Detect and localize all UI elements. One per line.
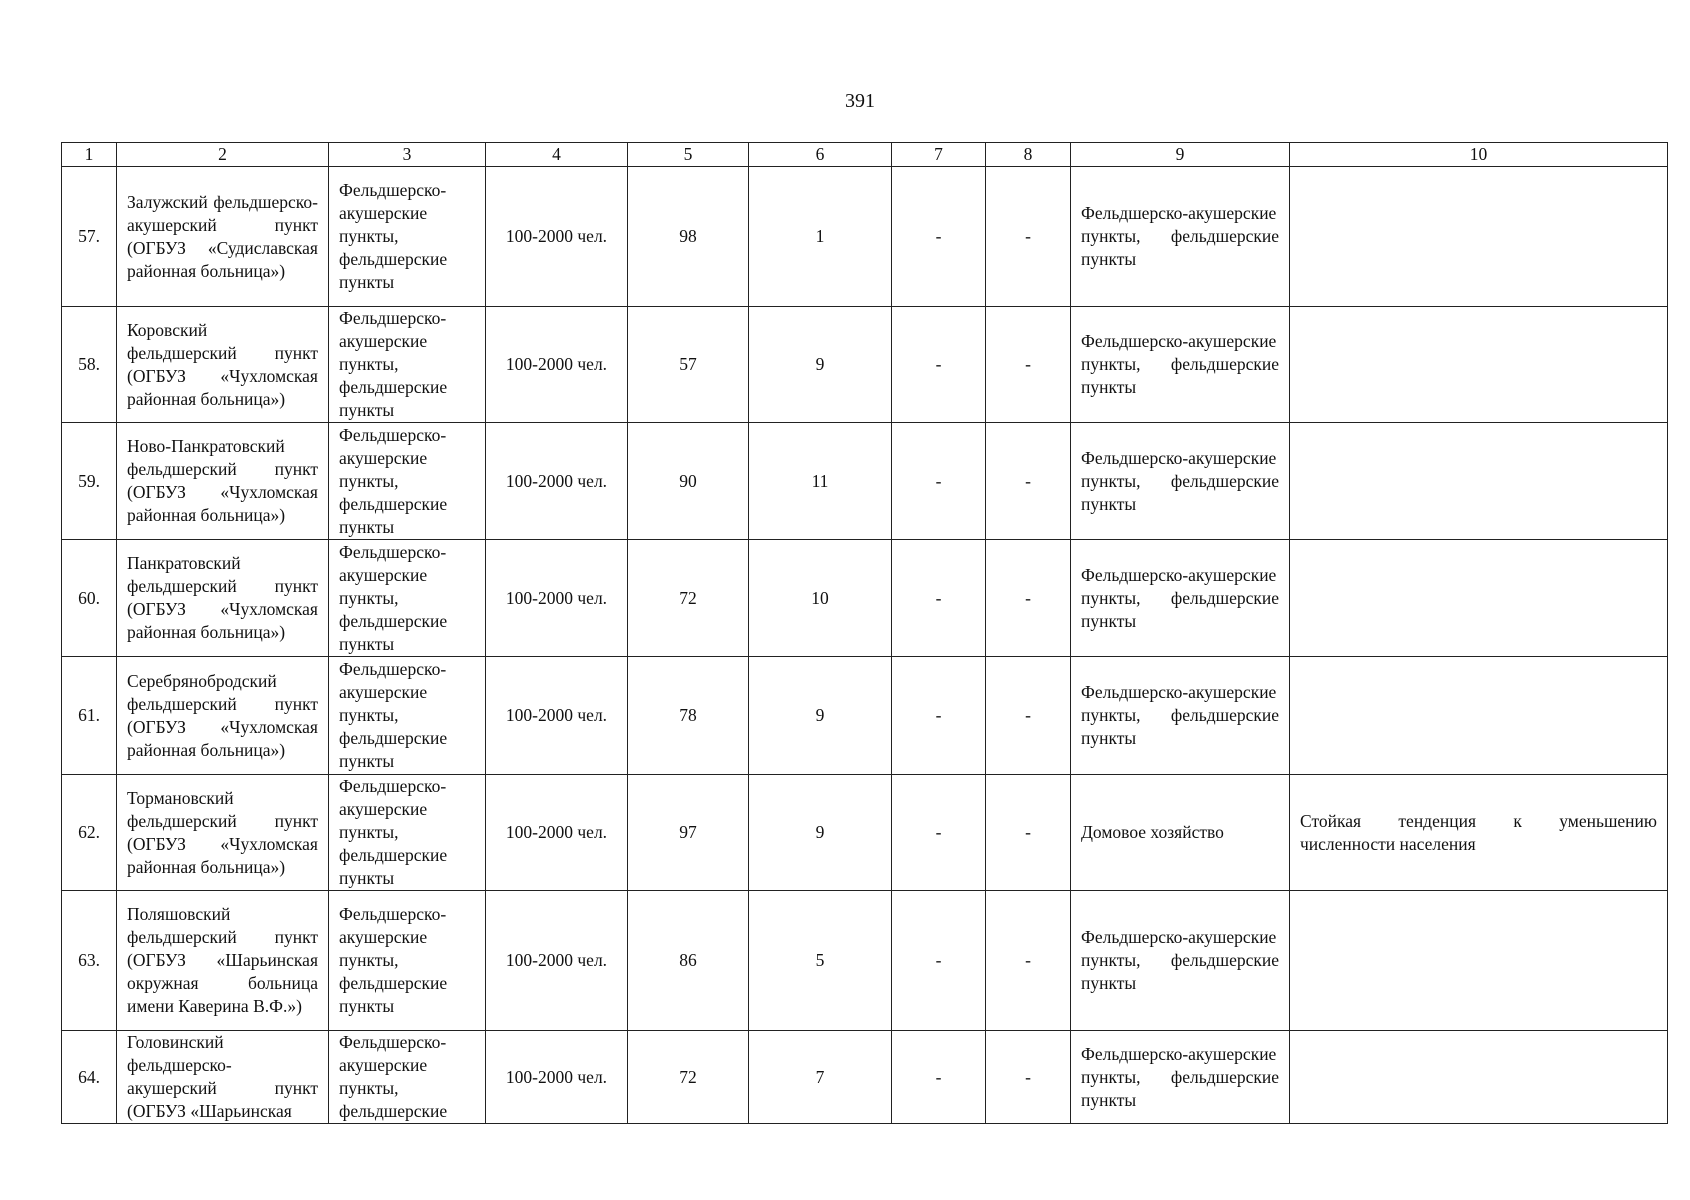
column-8-value: - xyxy=(986,167,1071,307)
facility-name: Залужский фельдшерско-акушерский пункт (ОГБУЗ «Судиславская районная больница») xyxy=(117,167,329,307)
column-header: 10 xyxy=(1290,143,1668,167)
row-number: 63. xyxy=(62,891,117,1031)
table-row xyxy=(62,657,1668,775)
column-7-value: - xyxy=(892,167,986,307)
facility-type: Фельдшерско-акушерские пункты, фельдшерские пункты xyxy=(329,167,486,307)
column-8-value: - xyxy=(986,891,1071,1031)
column-9-value: Домовое хозяйство xyxy=(1071,775,1290,891)
column-6-value: 9 xyxy=(749,307,892,423)
column-7-value: - xyxy=(892,540,986,657)
column-6-value: 9 xyxy=(749,657,892,775)
column-9-value: Фельдшерско-акушерские пункты, фельдшерские пункты xyxy=(1071,657,1290,775)
column-header: 8 xyxy=(986,143,1071,167)
row-number: 58. xyxy=(62,307,117,423)
column-10-note xyxy=(1290,891,1668,1031)
table-row xyxy=(62,1031,1668,1124)
facility-name: Поляшовский фельдшерский пункт (ОГБУЗ «Шарьинская окружная больница имени Каверина В.Ф.») xyxy=(117,891,329,1031)
facility-name: Коровский фельдшерский пункт (ОГБУЗ «Чухломская районная больница») xyxy=(117,307,329,423)
column-7-value: - xyxy=(892,1031,986,1124)
capacity-range: 100-2000 чел. xyxy=(486,540,628,657)
capacity-range: 100-2000 чел. xyxy=(486,423,628,540)
column-5-value: 57 xyxy=(628,307,749,423)
facility-name: Тормановский фельдшерский пункт (ОГБУЗ «Чухломская районная больница») xyxy=(117,775,329,891)
column-6-value: 7 xyxy=(749,1031,892,1124)
column-8-value: - xyxy=(986,307,1071,423)
column-8-value: - xyxy=(986,657,1071,775)
column-6-value: 9 xyxy=(749,775,892,891)
row-number: 60. xyxy=(62,540,117,657)
capacity-range: 100-2000 чел. xyxy=(486,167,628,307)
table-row xyxy=(62,423,1668,540)
column-8-value: - xyxy=(986,775,1071,891)
column-5-value: 72 xyxy=(628,540,749,657)
column-header: 6 xyxy=(749,143,892,167)
facility-type: Фельдшерско-акушерские пункты, фельдшерские пункты xyxy=(329,307,486,423)
column-9-value: Фельдшерско-акушерские пункты, фельдшерские пункты xyxy=(1071,1031,1290,1124)
facility-type: Фельдшерско-акушерские пункты, фельдшерские пункты xyxy=(329,775,486,891)
row-number: 62. xyxy=(62,775,117,891)
column-10-note xyxy=(1290,1031,1668,1124)
column-9-value: Фельдшерско-акушерские пункты, фельдшерские пункты xyxy=(1071,540,1290,657)
table-row xyxy=(62,775,1668,891)
facility-type: Фельдшерско-акушерские пункты, фельдшерские пункты xyxy=(329,891,486,1031)
column-6-value: 10 xyxy=(749,540,892,657)
table-row xyxy=(62,167,1668,307)
capacity-range: 100-2000 чел. xyxy=(486,1031,628,1124)
column-10-note xyxy=(1290,307,1668,423)
facility-name: Ново-Панкратовский фельдшерский пункт (ОГБУЗ «Чухломская районная больница») xyxy=(117,423,329,540)
table-row xyxy=(62,891,1668,1031)
column-header: 9 xyxy=(1071,143,1290,167)
column-header: 7 xyxy=(892,143,986,167)
facility-type: Фельдшерско-акушерские пункты, фельдшерские xyxy=(329,1031,486,1124)
facility-name: Панкратовский фельдшерский пункт (ОГБУЗ «Чухломская районная больница») xyxy=(117,540,329,657)
column-8-value: - xyxy=(986,1031,1071,1124)
facilities-table xyxy=(61,142,1668,1124)
table-row xyxy=(62,540,1668,657)
column-7-value: - xyxy=(892,891,986,1031)
facility-name: Серебрянобродский фельдшерский пункт (ОГБУЗ «Чухломская районная больница») xyxy=(117,657,329,775)
column-5-value: 97 xyxy=(628,775,749,891)
column-5-value: 86 xyxy=(628,891,749,1031)
facility-type: Фельдшерско-акушерские пункты, фельдшерские пункты xyxy=(329,657,486,775)
table-row xyxy=(62,307,1668,423)
column-7-value: - xyxy=(892,775,986,891)
column-8-value: - xyxy=(986,423,1071,540)
column-header: 3 xyxy=(329,143,486,167)
column-10-note: Стойкая тенденция к уменьшению численности населения xyxy=(1290,775,1668,891)
column-10-note xyxy=(1290,167,1668,307)
column-7-value: - xyxy=(892,307,986,423)
column-9-value: Фельдшерско-акушерские пункты, фельдшерские пункты xyxy=(1071,307,1290,423)
column-6-value: 1 xyxy=(749,167,892,307)
column-10-note xyxy=(1290,423,1668,540)
column-number-row xyxy=(62,143,1668,167)
column-header: 2 xyxy=(117,143,329,167)
column-9-value: Фельдшерско-акушерские пункты, фельдшерские пункты xyxy=(1071,891,1290,1031)
column-9-value: Фельдшерско-акушерские пункты, фельдшерские пункты xyxy=(1071,167,1290,307)
row-number: 64. xyxy=(62,1031,117,1124)
column-header: 1 xyxy=(62,143,117,167)
column-9-value: Фельдшерско-акушерские пункты, фельдшерские пункты xyxy=(1071,423,1290,540)
column-6-value: 11 xyxy=(749,423,892,540)
column-5-value: 78 xyxy=(628,657,749,775)
column-7-value: - xyxy=(892,423,986,540)
column-8-value: - xyxy=(986,540,1071,657)
capacity-range: 100-2000 чел. xyxy=(486,775,628,891)
facility-name: Головинский фельдшерско-акушерский пункт (ОГБУЗ «Шарьинская xyxy=(117,1031,329,1124)
column-5-value: 72 xyxy=(628,1031,749,1124)
column-6-value: 5 xyxy=(749,891,892,1031)
page-number: 391 xyxy=(845,90,875,112)
column-10-note xyxy=(1290,540,1668,657)
capacity-range: 100-2000 чел. xyxy=(486,891,628,1031)
row-number: 61. xyxy=(62,657,117,775)
facility-type: Фельдшерско-акушерские пункты, фельдшерские пункты xyxy=(329,423,486,540)
capacity-range: 100-2000 чел. xyxy=(486,657,628,775)
column-header: 5 xyxy=(628,143,749,167)
column-5-value: 90 xyxy=(628,423,749,540)
column-10-note xyxy=(1290,657,1668,775)
row-number: 59. xyxy=(62,423,117,540)
column-header: 4 xyxy=(486,143,628,167)
row-number: 57. xyxy=(62,167,117,307)
facility-type: Фельдшерско-акушерские пункты, фельдшерские пункты xyxy=(329,540,486,657)
column-7-value: - xyxy=(892,657,986,775)
column-5-value: 98 xyxy=(628,167,749,307)
capacity-range: 100-2000 чел. xyxy=(486,307,628,423)
